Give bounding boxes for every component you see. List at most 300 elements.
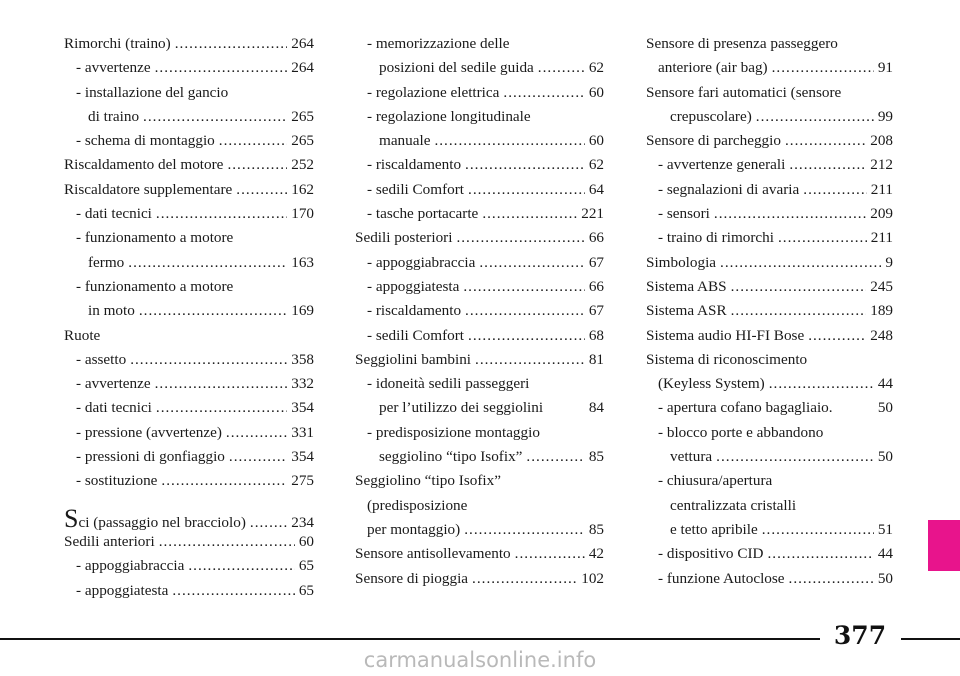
index-column-2 <box>355 32 604 591</box>
index-entry-page: 264 <box>291 35 314 52</box>
index-entry-text: Rimorchi (traino) <box>64 35 171 52</box>
index-entry-label <box>646 275 727 299</box>
index-entry-text: Sensore di parcheggio <box>646 132 781 150</box>
dot-leader <box>772 56 874 80</box>
index-entry-page: 51 <box>877 520 893 538</box>
index-entry-page: 221 <box>581 205 604 223</box>
index-entry-label <box>646 251 716 275</box>
index-entry-text: (predisposizione <box>367 496 468 514</box>
index-entry <box>64 530 314 554</box>
index-entry-page: 60 <box>588 132 604 150</box>
index-entry-label <box>367 324 464 348</box>
index-entry-label <box>658 202 710 226</box>
index-entry-page: 245 <box>870 277 893 295</box>
index-entry-label <box>355 469 501 493</box>
index-entry-text: - schema di montaggio <box>76 132 215 150</box>
index-entry-text: - dati tecnici <box>76 205 152 223</box>
index-entry-text: per l’utilizzo dei seggiolini <box>379 399 544 417</box>
index-entry-label <box>88 105 139 129</box>
dot-leader <box>226 421 287 445</box>
index-entry-label <box>658 469 772 493</box>
index-entry <box>355 202 604 226</box>
index-entry-label <box>88 299 135 323</box>
index-entry <box>64 372 314 396</box>
index-entry-label <box>64 32 171 56</box>
index-entry-label <box>88 251 124 275</box>
dot-leader <box>769 372 874 396</box>
index-entry-label <box>670 445 712 469</box>
index-entry-label <box>76 396 152 420</box>
index-column-1 <box>64 32 314 603</box>
index-entry-text: - regolazione longitudinale <box>367 107 531 125</box>
index-entry-text: Sensore di presenza passeggero <box>646 35 838 52</box>
index-entry-text: - tasche portacarte <box>367 205 479 223</box>
index-entry-text: - regolazione elettrica <box>367 83 500 101</box>
index-entry-page: 211 <box>870 180 893 198</box>
section-gap <box>64 494 314 506</box>
index-entry <box>64 469 314 493</box>
index-entry-label <box>76 445 225 469</box>
dot-leader <box>789 153 866 177</box>
index-entry-label <box>379 445 522 469</box>
dot-leader <box>714 202 866 226</box>
index-entry-text: - appoggiatesta <box>367 277 460 295</box>
section-initial-letter: S <box>64 503 79 533</box>
index-entry-label <box>76 579 168 603</box>
index-entry-page: 42 <box>588 545 604 563</box>
index-entry-text: - sensori <box>658 205 710 223</box>
index-entry <box>646 324 893 348</box>
index-entry-text: Sensore antisollevamento <box>355 545 511 563</box>
dot-leader <box>762 518 874 542</box>
index-entry <box>64 503 314 533</box>
index-entry-text: - chiusura/apertura <box>658 472 773 490</box>
dot-leader <box>468 324 585 348</box>
index-entry-label <box>76 348 126 372</box>
watermark: carmanualsonline.info <box>363 648 597 672</box>
index-entry-text: - sedili Comfort <box>367 326 465 344</box>
dot-leader <box>778 226 867 250</box>
index-entry-text: Riscaldamento del motore <box>64 156 224 174</box>
index-entry <box>64 105 314 129</box>
index-entry-text: in moto <box>88 302 135 320</box>
index-entry-label <box>658 153 785 177</box>
index-entry-text: - segnalazioni di avaria <box>658 180 800 198</box>
dot-leader <box>456 226 584 250</box>
index-entry-label <box>76 372 151 396</box>
index-entry-label <box>379 129 430 153</box>
index-entry-page: 84 <box>588 399 604 417</box>
index-entry <box>646 518 893 542</box>
index-entry-page: 44 <box>877 375 893 393</box>
index-entry-text: - pressione (avvertenze) <box>76 423 222 441</box>
index-entry-page: 169 <box>291 302 314 320</box>
index-entry-text: Sistema ASR <box>646 302 727 320</box>
index-entry <box>64 226 314 250</box>
dot-leader <box>515 542 585 566</box>
index-entry-label <box>367 251 475 275</box>
dot-leader <box>159 530 295 554</box>
index-entry <box>355 518 604 542</box>
index-entry <box>646 129 893 153</box>
index-entry-page: 264 <box>291 59 314 77</box>
dot-leader <box>465 153 585 177</box>
index-entry-label <box>355 567 468 591</box>
index-entry <box>355 226 604 250</box>
index-entry-text: - idoneità sedili passeggeri <box>367 375 530 393</box>
index-entry-label <box>367 494 467 518</box>
index-entry-label <box>64 178 232 202</box>
index-entry-page: 331 <box>291 423 314 441</box>
index-entry-label <box>646 324 804 348</box>
index-entry-page: 60 <box>298 532 314 550</box>
index-entry-label <box>76 129 215 153</box>
index-entry-text: - riscaldamento <box>367 302 462 320</box>
index-entry <box>355 129 604 153</box>
index-entry-text: - assetto <box>76 350 127 368</box>
index-entry <box>646 251 893 275</box>
dot-leader <box>789 567 874 591</box>
dot-leader <box>161 469 287 493</box>
index-entry-label <box>367 518 460 542</box>
index-entry-page: 275 <box>291 472 314 490</box>
index-entry-page: 67 <box>588 302 604 320</box>
footer-rule-left <box>0 638 820 640</box>
index-entry-label <box>367 372 529 396</box>
index-entry <box>646 202 893 226</box>
index-entry <box>355 445 604 469</box>
index-entry <box>646 567 893 591</box>
index-entry <box>646 299 893 323</box>
index-entry-page: 170 <box>291 205 314 223</box>
index-entry-page: 85 <box>588 520 604 538</box>
index-entry-label <box>646 129 781 153</box>
dot-leader <box>155 372 288 396</box>
index-entry-label <box>64 530 155 554</box>
index-entry-page: 62 <box>588 156 604 174</box>
dot-leader <box>479 251 584 275</box>
index-entry <box>64 153 314 177</box>
index-entry <box>646 542 893 566</box>
index-entry-label <box>379 396 543 420</box>
index-entry-page: 85 <box>588 448 604 466</box>
dot-leader <box>785 129 866 153</box>
index-entry-label <box>367 32 510 56</box>
index-entry-label <box>367 105 531 129</box>
index-entry-text: fermo <box>88 253 125 271</box>
dot-leader <box>175 32 288 56</box>
footer-rule-right <box>901 638 960 640</box>
index-entry <box>64 396 314 420</box>
index-entry-page: 81 <box>588 350 604 368</box>
index-entry-label <box>355 226 452 250</box>
index-entry-label <box>367 421 540 445</box>
index-entry-page: 265 <box>291 132 314 150</box>
index-entry-label <box>76 421 222 445</box>
index-entry-page: 44 <box>877 545 893 563</box>
index-entry-label <box>367 275 459 299</box>
index-entry-text: Sensore di pioggia <box>355 569 469 587</box>
index-entry-text: posizioni del sedile guida <box>379 59 534 77</box>
dot-leader <box>720 251 881 275</box>
index-entry <box>646 396 893 420</box>
index-entry-text: (Keyless System) <box>658 375 765 393</box>
index-entry <box>646 348 893 372</box>
index-entry <box>646 469 893 493</box>
index-entry-text: Riscaldatore supplementare <box>64 180 233 198</box>
index-entry-text: - appoggiabraccia <box>76 557 185 575</box>
index-entry <box>355 56 604 80</box>
index-entry-label <box>658 396 833 420</box>
index-entry <box>64 348 314 372</box>
index-entry-page: 67 <box>588 253 604 271</box>
dot-leader <box>526 445 584 469</box>
index-entry-label <box>646 32 838 56</box>
index-entry <box>355 542 604 566</box>
index-entry-page: 208 <box>870 132 893 150</box>
index-entry-page: 64 <box>588 180 604 198</box>
index-entry-text: - sedili Comfort <box>367 180 465 198</box>
index-entry <box>355 567 604 591</box>
index-entry-text: Seggiolini bambini <box>355 350 472 368</box>
index-entry <box>355 421 604 445</box>
index-entry-text: ci (passaggio nel bracciolo) <box>78 513 246 531</box>
index-entry <box>646 226 893 250</box>
dot-leader <box>156 396 287 420</box>
index-entry <box>355 299 604 323</box>
index-entry-text: manuale <box>379 132 431 150</box>
index-entry-label <box>355 542 511 566</box>
index-entry-page: 234 <box>291 513 314 531</box>
index-entry-label <box>379 56 534 80</box>
index-entry <box>355 396 604 420</box>
index-entry-page: 66 <box>588 229 604 247</box>
index-entry-label <box>646 81 841 105</box>
dot-leader <box>236 178 287 202</box>
dot-leader <box>155 56 288 80</box>
dot-leader <box>143 105 287 129</box>
index-entry-text: Sistema audio HI-FI Bose <box>646 326 805 344</box>
index-entry-text: di traino <box>88 107 140 125</box>
index-entry-text: - pressioni di gonfiaggio <box>76 448 225 466</box>
index-entry-text: - memorizzazione delle <box>367 35 510 52</box>
index-entry-page: 62 <box>588 59 604 77</box>
index-entry <box>64 129 314 153</box>
dot-leader <box>731 275 867 299</box>
index-column-3 <box>646 32 893 591</box>
index-entry <box>355 494 604 518</box>
index-entry-page: 65 <box>298 557 314 575</box>
dot-leader <box>463 275 584 299</box>
index-entry-label <box>64 324 100 348</box>
index-entry <box>355 324 604 348</box>
index-entry <box>355 275 604 299</box>
dot-leader <box>803 178 867 202</box>
index-entry-text: Sedili anteriori <box>64 532 155 550</box>
dot-leader <box>465 299 585 323</box>
index-entry-text: - apertura cofano bagagliaio. <box>658 399 833 417</box>
index-entry-text: Sistema ABS <box>646 277 727 295</box>
index-entry-page: 99 <box>877 107 893 125</box>
index-entry-text: seggiolino “tipo Isofix” <box>379 448 523 466</box>
index-entry-label <box>658 421 823 445</box>
index-entry-label <box>658 372 765 396</box>
index-entry-text: - traino di rimorchi <box>658 229 774 247</box>
index-entry-text: - funzione Autoclose <box>658 569 785 587</box>
dot-leader <box>219 129 287 153</box>
index-entry <box>64 299 314 323</box>
index-entry-text: Sistema di riconoscimento <box>646 350 808 368</box>
index-entry-page: 211 <box>870 229 893 247</box>
index-entry <box>64 56 314 80</box>
index-entry-page: 358 <box>291 350 314 368</box>
index-entry-text: per montaggio) <box>367 520 461 538</box>
index-entry <box>646 56 893 80</box>
index-entry-label <box>670 518 758 542</box>
dot-leader <box>468 178 585 202</box>
index-entry <box>64 202 314 226</box>
index-entry-label <box>646 299 727 323</box>
index-entry <box>646 275 893 299</box>
index-entry <box>64 178 314 202</box>
index-entry-text: - predisposizione montaggio <box>367 423 540 441</box>
index-entry <box>646 445 893 469</box>
dot-leader <box>464 518 585 542</box>
index-entry-page: 68 <box>588 326 604 344</box>
index-entry <box>646 32 893 56</box>
index-entry-label <box>658 56 768 80</box>
index-entry-text: - blocco porte e abbandono <box>658 423 824 441</box>
dot-leader <box>139 299 287 323</box>
index-entry-text: - avvertenze generali <box>658 156 786 174</box>
index-entry-label <box>658 178 799 202</box>
index-entry-label <box>76 275 233 299</box>
index-entry <box>355 81 604 105</box>
index-entry <box>355 178 604 202</box>
index-entry <box>64 421 314 445</box>
index-entry-page: 162 <box>291 180 314 198</box>
index-entry <box>646 372 893 396</box>
index-entry-label <box>367 81 499 105</box>
dot-leader <box>128 251 287 275</box>
dot-leader <box>482 202 577 226</box>
index-entry-page: 163 <box>291 253 314 271</box>
index-entry-text: - avvertenze <box>76 375 151 393</box>
index-entry-text: - dati tecnici <box>76 399 152 417</box>
index-entry-label <box>670 494 796 518</box>
index-entry-label <box>658 567 785 591</box>
index-entry-label <box>76 202 152 226</box>
index-entry-label <box>658 226 774 250</box>
index-entry <box>64 251 314 275</box>
index-entry <box>355 32 604 56</box>
index-entry-label <box>76 469 157 493</box>
index-entry-page: 91 <box>877 59 893 77</box>
index-entry <box>646 178 893 202</box>
index-entry <box>64 324 314 348</box>
dot-leader <box>808 324 866 348</box>
index-entry-text: - appoggiabraccia <box>367 253 476 271</box>
index-entry <box>64 32 314 56</box>
index-entry-label <box>367 178 464 202</box>
dot-leader <box>172 579 294 603</box>
index-entry <box>64 445 314 469</box>
page-number: 377 <box>833 621 887 650</box>
index-entry-text: Sedili posteriori <box>355 229 453 247</box>
index-entry-label <box>367 299 461 323</box>
index-entry <box>646 494 893 518</box>
index-entry-page: 332 <box>291 375 314 393</box>
index-entry-page: 212 <box>870 156 893 174</box>
index-entry-text: anteriore (air bag) <box>658 59 768 77</box>
index-entry <box>355 372 604 396</box>
index-entry-label <box>76 226 233 250</box>
index-entry-text: Simbologia <box>646 253 717 271</box>
index-entry-text: - funzionamento a motore <box>76 229 234 247</box>
index-entry-page: 50 <box>877 448 893 466</box>
index-entry-label <box>646 348 807 372</box>
index-entry <box>64 579 314 603</box>
index-entry-text: centralizzata cristalli <box>670 496 797 514</box>
dot-leader <box>188 554 294 578</box>
dot-leader <box>503 81 584 105</box>
index-entry-text: - riscaldamento <box>367 156 462 174</box>
dot-leader <box>130 348 287 372</box>
index-entry <box>64 554 314 578</box>
index-entry-page: 248 <box>870 326 893 344</box>
dot-leader <box>767 542 873 566</box>
index-entry-page: 60 <box>588 83 604 101</box>
index-entry-text: - sostituzione <box>76 472 158 490</box>
index-entry <box>64 275 314 299</box>
index-entry <box>355 105 604 129</box>
index-entry-page: 102 <box>581 569 604 587</box>
index-entry-text: - dispositivo CID <box>658 545 764 563</box>
dot-leader <box>156 202 287 226</box>
index-entry <box>355 469 604 493</box>
index-entry-page: 252 <box>291 156 314 174</box>
dot-leader <box>731 299 867 323</box>
index-entry-text: - funzionamento a motore <box>76 277 234 295</box>
index-entry-text: Ruote <box>64 326 101 344</box>
index-entry-page: 9 <box>885 253 893 271</box>
index-entry-text: Seggiolino “tipo Isofix” <box>355 472 501 490</box>
index-entry-page: 65 <box>298 581 314 599</box>
dot-leader <box>434 129 584 153</box>
dot-leader <box>716 445 874 469</box>
index-entry <box>646 421 893 445</box>
index-entry <box>355 348 604 372</box>
index-entry-label <box>355 348 471 372</box>
dot-leader <box>227 153 287 177</box>
index-entry-label <box>76 56 151 80</box>
dot-leader <box>756 105 874 129</box>
index-entry-text: crepuscolare) <box>670 107 752 125</box>
index-entry-page: 265 <box>291 107 314 125</box>
index-entry-page: 66 <box>588 277 604 295</box>
index-entry-label <box>367 202 478 226</box>
dot-leader <box>538 56 585 80</box>
index-entry-page: 209 <box>870 205 893 223</box>
dot-leader <box>472 567 577 591</box>
index-entry-text: - avvertenze <box>76 59 151 77</box>
index-entry-text: - appoggiatesta <box>76 581 169 599</box>
dot-leader <box>229 445 287 469</box>
index-entry <box>646 153 893 177</box>
index-entry-label <box>658 542 763 566</box>
index-entry-label <box>64 153 223 177</box>
index-entry-text: - installazione del gancio <box>76 83 229 101</box>
